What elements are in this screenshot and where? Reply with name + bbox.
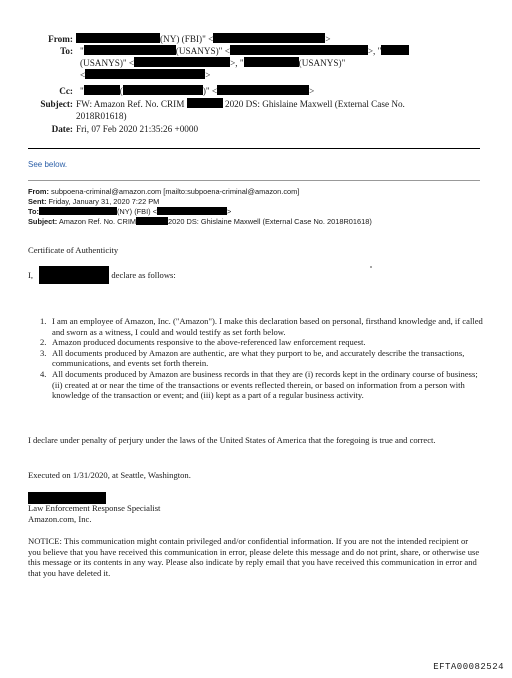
redaction — [187, 98, 223, 108]
executed-statement: Executed on 1/31/2020, at Seattle, Washington. — [28, 470, 191, 480]
list-item-number: 2. — [40, 337, 47, 348]
declare-suffix: declare as follows: — [111, 270, 176, 280]
redaction — [76, 33, 160, 43]
header-to-line1 — [80, 45, 409, 57]
header-date-label: Date: — [51, 124, 73, 134]
header-subject-label: Subject: — [40, 99, 73, 109]
redaction — [230, 45, 368, 55]
signature-title: Law Enforcement Response Specialist — [28, 503, 161, 513]
declaration-list — [40, 316, 490, 401]
forward-sent-label: Sent: — [28, 197, 47, 206]
forward-to-text-a: (NY) (FBI) < — [116, 207, 157, 216]
list-item — [40, 369, 490, 401]
forward-to-label: To: — [28, 207, 39, 216]
header-cc-quote: " — [80, 86, 84, 96]
see-below-text: See below. — [28, 160, 68, 169]
header-to-row2 — [0, 57, 512, 69]
redaction — [381, 45, 409, 55]
header-date-row — [0, 123, 512, 135]
redaction — [123, 85, 203, 95]
header-subject-value — [76, 98, 405, 110]
list-item-number: 1. — [40, 316, 47, 326]
redaction — [39, 266, 109, 284]
forward-subject-text-a: Amazon Ref. No. CRIM — [58, 217, 137, 226]
forward-sent-row — [28, 197, 159, 207]
header-from-value — [76, 33, 331, 45]
forward-from-label: From: — [28, 187, 49, 196]
header-date-value: Fri, 07 Feb 2020 21:35:26 +0000 — [76, 124, 199, 134]
perjury-statement: I declare under penalty of perjury under the laws of the United States of America that the foregoing is true and correct. — [28, 435, 436, 445]
forward-subject-row — [28, 217, 372, 227]
header-to-line3 — [80, 69, 210, 81]
declaration-line — [28, 266, 176, 284]
header-cc-value — [80, 85, 314, 97]
redaction — [217, 85, 309, 95]
header-to-text-b: (USANYS)" < — [175, 46, 230, 56]
scan-speck — [370, 266, 372, 268]
header-from-label: From: — [48, 34, 73, 44]
header-from-row — [0, 33, 512, 45]
redaction — [244, 57, 299, 67]
forward-to-text-b: > — [227, 207, 232, 216]
header-to-text-g: < — [80, 70, 86, 80]
forward-divider — [28, 180, 480, 181]
header-cc-label: Cc: — [59, 86, 73, 96]
redaction — [213, 33, 325, 43]
header-to-row3 — [0, 69, 512, 81]
document-id: EFTA00082524 — [433, 662, 504, 672]
header-cc-row — [0, 85, 512, 97]
header-subject-row — [0, 98, 512, 110]
header-subject-row2 — [0, 110, 512, 122]
header-to-text-c: >, " — [367, 46, 382, 56]
header-to-quote: " — [80, 46, 84, 56]
list-item — [40, 316, 490, 337]
signature-company: Amazon.com, Inc. — [28, 514, 92, 524]
header-to-text-f: (USANYS)" — [298, 58, 346, 68]
forward-subject-text-b: 2020 DS: Ghislaine Maxwell (External Case No. 2018R01618) — [168, 217, 372, 226]
header-cc-text-b: ( — [119, 86, 123, 96]
list-item-text: I am an employee of Amazon, Inc. ("Amazon"). I make this declaration based on personal, firsthand knowledge and, if called and sworn as a witness, I could and would testify as set forth below. — [52, 316, 483, 337]
list-item-text: All documents produced by Amazon are business records in that they are (i) records kept in the ordinary course of business; (ii) created at or near the time of the transactions or events reflected therein, or based on information from a person with knowledge of the transaction or event; and (iii) kept as a part of a regular business activity. — [52, 368, 478, 401]
declare-prefix: I, — [28, 270, 34, 280]
redaction — [134, 57, 230, 67]
header-to-text-d: (USANYS)" < — [80, 58, 135, 68]
header-to-line2 — [80, 57, 345, 69]
header-from-end: > — [325, 34, 331, 44]
header-subject-line2: 2018R01618) — [76, 111, 127, 121]
header-divider — [28, 148, 480, 149]
forward-from-row — [28, 187, 299, 197]
list-item — [40, 337, 490, 348]
redaction — [136, 217, 168, 225]
confidentiality-notice: NOTICE: This communication might contain privileged and/or confidential information. If you are not the intended recipient or you believe that you have received this communication in error, please delete this message and do not print, share, or otherwise use this message or its contents in any way. Please also indicate by reply email that you have received this communication in error and that you have deleted it. — [28, 536, 480, 578]
header-cc-text-c: )" < — [202, 86, 218, 96]
list-item-number: 4. — [40, 368, 47, 379]
list-item-text: All documents produced by Amazon are authentic, are what they purport to be, and accurately describe the transactions, communications, and events set forth therein. — [52, 347, 465, 369]
list-item-number: 3. — [40, 347, 47, 358]
header-to-row — [0, 45, 512, 57]
header-subject-text-b: 2020 DS: Ghislaine Maxwell (External Case No. — [224, 99, 405, 109]
header-cc-text-d: > — [309, 86, 315, 96]
forward-sent-value: Friday, January 31, 2020 7:22 PM — [48, 197, 160, 206]
header-to-label: To: — [60, 46, 73, 56]
redaction — [84, 85, 120, 95]
header-to-text-e: >, " — [230, 58, 244, 68]
header-subject-text-a: FW: Amazon Ref. No. CRIM — [76, 99, 185, 109]
forward-to-row — [28, 207, 231, 217]
redaction — [84, 45, 176, 55]
list-item — [40, 348, 490, 369]
redaction — [157, 207, 227, 215]
header-to-text-h: > — [205, 70, 211, 80]
redaction — [85, 69, 205, 79]
header-from-text: (NY) (FBI)" < — [160, 34, 214, 44]
list-item-text: Amazon produced documents responsive to the above-referenced law enforcement request. — [52, 337, 366, 348]
forward-subject-label: Subject: — [28, 217, 58, 226]
redaction — [39, 207, 117, 215]
forward-from-value: subpoena-criminal@amazon.com [mailto:subpoena-criminal@amazon.com] — [51, 187, 300, 196]
certificate-title: Certificate of Authenticity — [28, 245, 119, 255]
